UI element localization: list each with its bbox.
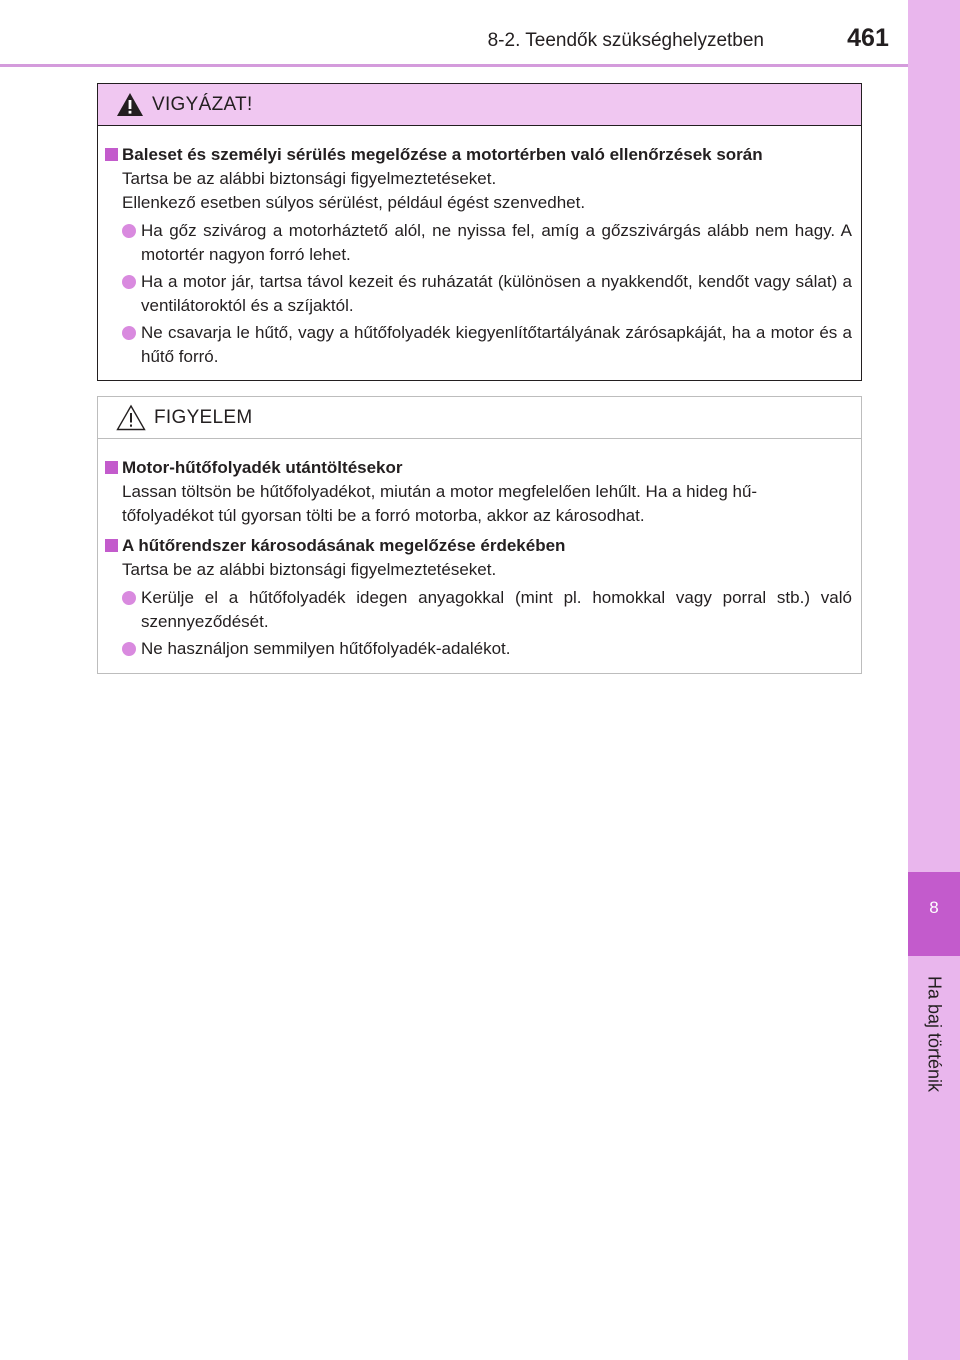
list-item: Kerülje el a hűtőfolyadék idegen anyagokkal (mint pl. homokkal vagy porral stb.) való szennyeződését. xyxy=(105,586,852,634)
caution-triangle-outline-icon xyxy=(116,404,146,431)
round-bullet-icon xyxy=(122,224,136,238)
notice-box-title: FIGYELEM xyxy=(154,406,253,428)
side-tab xyxy=(908,0,960,1360)
header-rule xyxy=(0,64,908,67)
warning-triangle-icon xyxy=(116,92,144,117)
list-item: Ne használjon semmilyen hűtőfolyadék-adalékot. xyxy=(105,637,852,661)
side-tab-chapter-label: Ha baj történik xyxy=(924,975,945,1093)
round-bullet-icon xyxy=(122,591,136,605)
warning-box-header xyxy=(98,84,861,126)
notice-box-header xyxy=(98,397,861,439)
paragraph-line: tőfolyadékot túl gyorsan tölti be a forró motorba, akkor az károsodhat. xyxy=(122,506,645,525)
bullet-list xyxy=(105,586,852,661)
paragraph-line: Lassan töltsön be hűtőfolyadékot, miután a motor megfelelően lehűlt. Ha a hideg hű- xyxy=(122,482,758,501)
section-heading: Motor-hűtőfolyadék utántöltésekor xyxy=(105,456,852,480)
side-tab-chapter-number: 8 xyxy=(929,898,939,917)
notice-box-body xyxy=(98,439,861,661)
warning-box-title: VIGYÁZAT! xyxy=(152,93,253,115)
round-bullet-icon xyxy=(122,275,136,289)
round-bullet-icon xyxy=(122,326,136,340)
warning-box xyxy=(97,83,862,381)
page-number: 461 xyxy=(847,24,889,52)
section-title: 8-2. Teendők szükséghelyzetben xyxy=(487,30,764,51)
square-bullet-icon xyxy=(105,539,118,552)
list-item: Ne csavarja le hűtő, vagy a hűtőfolyadék kiegyenlítőtartályának zárósapkáját, ha a motor és a hűtő forró. xyxy=(105,321,852,369)
list-item: Ha gőz szivárog a motorháztető alól, ne nyissa fel, amíg a gőzszivárgás alább nem hagy. A motortér nagyon forró lehet. xyxy=(105,219,852,267)
paragraph-line: Tartsa be az alábbi biztonsági figyelmeztetéseket. xyxy=(122,169,497,188)
round-bullet-icon xyxy=(122,642,136,656)
paragraph-line: Tartsa be az alábbi biztonsági figyelmeztetéseket. xyxy=(122,560,497,579)
section-heading: Baleset és személyi sérülés megelőzése a motortérben való ellenőrzések során xyxy=(105,143,852,167)
bullet-list xyxy=(105,219,852,369)
warning-box-body xyxy=(98,126,861,369)
list-item: Ha a motor jár, tartsa távol kezeit és ruházatát (különösen a nyakkendőt, kendőt vagy sálat) a ventilátoroktól és a szíjaktól. xyxy=(105,270,852,318)
square-bullet-icon xyxy=(105,148,118,161)
notice-box xyxy=(97,396,862,674)
section-heading: A hűtőrendszer károsodásának megelőzése érdekében xyxy=(105,534,852,558)
paragraph-line: Ellenkező esetben súlyos sérülést, például égést szenvedhet. xyxy=(122,193,586,212)
square-bullet-icon xyxy=(105,461,118,474)
